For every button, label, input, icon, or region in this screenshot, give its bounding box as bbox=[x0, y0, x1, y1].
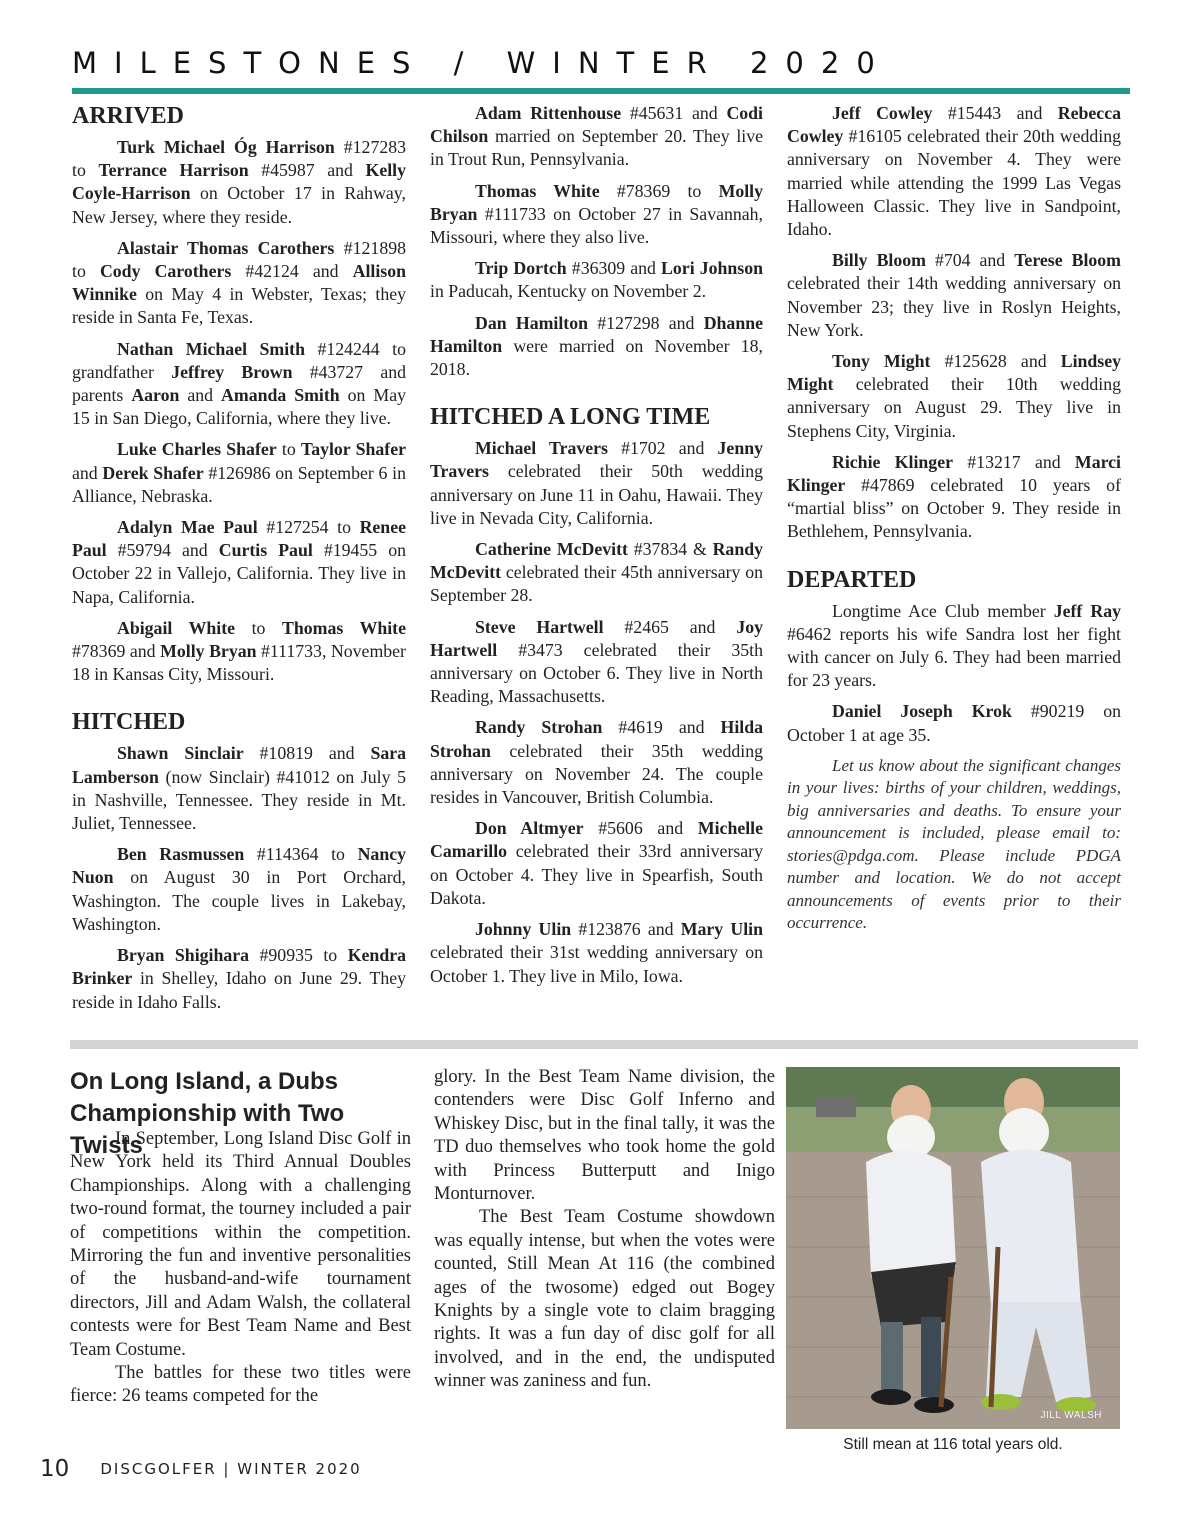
entry-text: #47869 celebrated 10 years of “martial bliss” on October 9. They reside in Bethlehem, Pennsylvania. bbox=[787, 475, 1121, 542]
entry-text: married on September 20. They live in Trout Run, Pennsylvania. bbox=[430, 126, 763, 170]
entry-text: #111733, November 18 in Kansas City, Missouri. bbox=[72, 641, 406, 685]
entry-text: to bbox=[235, 617, 283, 638]
member-name: Marci Klinger bbox=[787, 451, 1121, 496]
member-name: Michael Travers bbox=[475, 438, 608, 459]
member-name: Jenny Travers bbox=[430, 438, 763, 482]
member-name: Nathan Michael Smith bbox=[117, 338, 305, 359]
milestone-entry bbox=[72, 438, 406, 508]
milestone-entry bbox=[430, 817, 763, 910]
member-name: Daniel Joseph Krok bbox=[832, 701, 1012, 722]
photo-illustration bbox=[786, 1067, 1120, 1429]
milestone-entry bbox=[430, 538, 763, 608]
member-name: Molly Bryan bbox=[160, 641, 257, 662]
member-name: Mary Ulin bbox=[680, 919, 763, 940]
member-name: Allison Winnike bbox=[72, 261, 406, 305]
hitched-entries-col2 bbox=[430, 102, 763, 381]
entry-text: in Shelley, Idaho on June 29. They reside in Idaho Falls. bbox=[72, 968, 406, 1012]
milestone-entry bbox=[787, 102, 1121, 241]
milestone-entry bbox=[787, 249, 1121, 342]
member-name: Adam Rittenhouse bbox=[475, 103, 622, 123]
member-name: Amanda Smith bbox=[221, 385, 340, 406]
member-name: Hilda Strohan bbox=[430, 717, 763, 761]
entry-text: #704 and bbox=[925, 250, 1015, 271]
entry-text: in Paducah, Kentucky on November 2. bbox=[430, 281, 707, 302]
entry-text: #19455 on October 22 in Vallejo, California. They live in Napa, California. bbox=[72, 540, 406, 607]
member-name: Johnny Ulin bbox=[475, 919, 572, 940]
member-name: Lindsey Might bbox=[787, 351, 1121, 395]
entry-text: celebrated their 45th anniversary on September 28. bbox=[430, 562, 763, 606]
entry-text: #90935 to bbox=[249, 945, 348, 966]
entry-text: #114364 to bbox=[244, 844, 358, 865]
member-name: Jeff Ray bbox=[1053, 600, 1121, 621]
page-footer bbox=[40, 1456, 362, 1482]
member-name: Dhanne Hamilton bbox=[430, 312, 763, 356]
section-heading-long-time: HITCHED A LONG TIME bbox=[430, 404, 711, 431]
feature-column-1 bbox=[70, 1128, 411, 1409]
member-name: Abigail White bbox=[117, 617, 236, 638]
entry-text: on May 15 in San Diego, California, where they live. bbox=[72, 385, 407, 429]
section-heading-departed: DEPARTED bbox=[787, 566, 917, 593]
member-name: Codi Chilson bbox=[430, 103, 763, 147]
entry-text: #127254 to bbox=[257, 517, 360, 538]
entry-text: #59794 and bbox=[106, 540, 219, 561]
photo-credit: JILL WALSH bbox=[1040, 1410, 1102, 1421]
entry-text: #2465 and bbox=[603, 616, 737, 637]
entry-text: #127283 to bbox=[72, 137, 407, 181]
entry-text: #42124 and bbox=[231, 261, 353, 282]
column-1 bbox=[72, 102, 406, 1022]
member-name: Thomas White bbox=[282, 617, 406, 638]
entry-text: #6462 reports his wife Sandra lost her fight with cancer on July 6. They had been married for 23 years. bbox=[787, 623, 1121, 691]
member-name: Steve Hartwell bbox=[475, 616, 604, 637]
milestone-entry bbox=[72, 516, 406, 609]
member-name: Curtis Paul bbox=[218, 540, 313, 561]
member-name: Billy Bloom bbox=[832, 250, 926, 271]
member-name: Jeff Cowley bbox=[832, 103, 933, 123]
entry-text: #16105 celebrated their 20th wedding anniversary on November 4. They were married while attending the 1999 Las Vegas Halloween Classic. They live in Sandpoint, Idaho. bbox=[787, 126, 1121, 240]
entry-text: #126986 on September 6 in Alliance, Nebraska. bbox=[72, 462, 406, 506]
member-name: Rebecca Cowley bbox=[787, 103, 1121, 147]
arrived-entries bbox=[72, 136, 406, 686]
feature-paragraph: The battles for these two titles were fierce: 26 teams competed for the bbox=[70, 1363, 411, 1407]
milestone-entry bbox=[72, 843, 406, 936]
entry-text: #37834 & bbox=[627, 539, 713, 560]
departed-entries bbox=[787, 600, 1121, 747]
section-divider bbox=[70, 1040, 1138, 1049]
entry-text: #127298 and bbox=[588, 312, 704, 333]
milestone-entry bbox=[787, 350, 1121, 443]
entry-text: on August 30 in Port Orchard, Washington. The couple lives in Lakebay, Washington. bbox=[72, 867, 406, 934]
entry-text: #45631 and bbox=[621, 103, 727, 123]
entry-text: on October 17 in Rahway, New Jersey, where they reside. bbox=[72, 183, 406, 227]
entry-text: celebrated their 31st wedding anniversary on October 1. They live in Milo, Iowa. bbox=[430, 942, 763, 986]
milestone-entry bbox=[787, 700, 1121, 746]
entry-text: #13217 and bbox=[952, 451, 1075, 472]
member-name: Jeffrey Brown bbox=[171, 361, 293, 382]
milestone-entry bbox=[72, 338, 406, 431]
milestone-entry bbox=[72, 944, 406, 1014]
feature-column-2 bbox=[434, 1066, 775, 1394]
milestone-entry bbox=[430, 312, 763, 382]
entry-text: celebrated their 35th wedding anniversary on November 24. The couple resides in Vancouver, British Columbia. bbox=[430, 740, 763, 808]
member-name: Cody Carothers bbox=[99, 261, 232, 282]
member-name: Thomas White bbox=[475, 180, 600, 201]
member-name: Catherine McDevitt bbox=[475, 539, 628, 560]
milestone-entry bbox=[430, 716, 763, 809]
milestone-entry bbox=[72, 742, 406, 835]
entry-text: to bbox=[276, 439, 301, 460]
entry-text: #1702 and bbox=[607, 438, 718, 459]
entry-text: on May 4 in Webster, Texas; they reside in Santa Fe, Texas. bbox=[72, 284, 406, 328]
entry-text: #111733 on October 27 in Savannah, Missouri, where they also live. bbox=[430, 203, 763, 248]
milestone-entry bbox=[430, 918, 763, 988]
feature-paragraph: The Best Team Costume showdown was equally intense, but when the votes were counted, Still Mean At 116 (the combined ages of the twosome) edged out Bogey Knights by a single vote to claim bragging rights. It was a fun day of disc golf for all involved, and in the end, the undisputed winner was zaniness and fun. bbox=[434, 1207, 775, 1392]
member-name: Michelle Camarillo bbox=[430, 818, 763, 862]
member-name: Luke Charles Shafer bbox=[117, 439, 277, 460]
member-name: Kendra Brinker bbox=[72, 945, 406, 989]
entry-text: celebrated their 14th wedding anniversary on November 23; they live in Roslyn Heights, New York. bbox=[787, 273, 1121, 340]
milestone-entry bbox=[430, 180, 763, 250]
member-name: Nancy Nuon bbox=[72, 844, 406, 888]
section-heading-arrived: ARRIVED bbox=[72, 103, 185, 129]
milestone-entry bbox=[430, 437, 763, 530]
submission-note: Let us know about the significant changes in your lives: births of your children, weddings, big anniversaries and deaths. To ensure your announcement is included, please email to: stories@pdga.com. Please include PDGA number and location. We do not accept announcements of events prior to their occurrence. bbox=[787, 755, 1121, 933]
entry-text: #78369 and bbox=[72, 641, 161, 662]
member-name: Molly Bryan bbox=[430, 180, 764, 224]
entry-text: celebrated their 50th wedding anniversary on June 11 in Oahu, Hawaii. They live in Nevada City, California. bbox=[430, 461, 763, 528]
member-name: Joy Hartwell bbox=[430, 616, 763, 660]
member-name: Randy McDevitt bbox=[430, 539, 763, 583]
entry-text: #5606 and bbox=[583, 818, 698, 839]
member-name: Sara Lamberson bbox=[72, 743, 406, 787]
member-name: Terese Bloom bbox=[1014, 250, 1121, 271]
milestone-entry bbox=[787, 600, 1121, 693]
feature-paragraph: In September, Long Island Disc Golf in New York held its Third Annual Doubles Championships. Along with a challenging two-round format, the tourney included a pair of competitions within the competition. Mirroring the fun and inventive personalities of the husband-and-wife tournament directors, Jill and Adam Walsh, the collateral contests were for Best Team Name and Best Team Costume. bbox=[70, 1129, 411, 1360]
entry-text: celebrated their 33rd anniversary on October 4. They live in Spearfish, South Dakota. bbox=[430, 841, 763, 908]
long-time-entries-col3 bbox=[787, 102, 1121, 544]
member-name: Lori Johnson bbox=[661, 258, 763, 279]
photo-caption: Still mean at 116 total years old. bbox=[843, 1436, 1063, 1453]
entry-text: #121898 to bbox=[72, 237, 406, 282]
member-name: Dan Hamilton bbox=[475, 312, 588, 333]
member-name: Shawn Sinclair bbox=[117, 743, 244, 764]
column-2 bbox=[430, 102, 763, 996]
member-name: Renee Paul bbox=[72, 517, 406, 561]
member-name: Alastair Thomas Carothers bbox=[117, 237, 335, 258]
entry-text: celebrated their 10th wedding anniversary on August 29. They live in Stephens City, Virginia. bbox=[787, 374, 1121, 441]
milestone-entry bbox=[787, 451, 1121, 544]
entry-text: #45987 and bbox=[248, 160, 366, 181]
section-heading-hitched: HITCHED bbox=[72, 709, 186, 736]
long-time-entries-col2 bbox=[430, 437, 763, 987]
milestone-entry bbox=[430, 257, 763, 303]
entry-text: #36309 and bbox=[566, 258, 662, 279]
member-name: Ben Rasmussen bbox=[117, 844, 245, 865]
entry-text: and bbox=[72, 462, 103, 483]
member-name: Kelly Coyle-Harrison bbox=[72, 160, 406, 204]
member-name: Don Altmyer bbox=[475, 818, 584, 839]
entry-text: #10819 and bbox=[243, 743, 371, 764]
member-name: Trip Dortch bbox=[475, 258, 567, 279]
publication-line: DISCGOLFER | WINTER 2020 bbox=[100, 1460, 362, 1478]
header-rule bbox=[72, 88, 1130, 94]
entry-text: #124244 to grandfather bbox=[72, 338, 406, 382]
entry-text: and bbox=[179, 385, 222, 406]
member-name: Turk Michael Óg Harrison bbox=[117, 137, 335, 157]
feature-paragraph-continued: glory. In the Best Team Name division, the contenders were Disc Golf Inferno and Whiskey Disc, but in the final tally, it was the TD duo themselves who took home the gold with Princess Butterputt and Inigo Monturnover. bbox=[434, 1067, 775, 1205]
member-name: Aaron bbox=[131, 385, 180, 406]
page-number: 10 bbox=[40, 1456, 70, 1482]
entry-text: (now Sinclair) #41012 on July 5 in Nashville, Tennessee. They reside in Mt. Juliet, Tennessee. bbox=[72, 766, 406, 834]
entry-text: #15443 and bbox=[932, 103, 1058, 123]
member-name: Adalyn Mae Paul bbox=[117, 517, 258, 538]
member-name: Richie Klinger bbox=[832, 451, 953, 472]
milestone-entry bbox=[72, 136, 406, 229]
feature-title: On Long Island, a Dubs Championship with Two Twists bbox=[70, 1068, 345, 1159]
milestone-entry bbox=[72, 617, 406, 687]
column-3 bbox=[787, 102, 1121, 943]
member-name: Terrance Harrison bbox=[98, 160, 249, 181]
entry-text: were married on November 18, 2018. bbox=[430, 335, 763, 380]
entry-text: Longtime Ace Club member bbox=[832, 600, 1054, 621]
page-header: MILESTONES / WINTER 2020 bbox=[72, 46, 892, 80]
member-name: Tony Might bbox=[832, 351, 931, 372]
entry-text: #125628 and bbox=[930, 351, 1061, 372]
hitched-entries-col1 bbox=[72, 742, 406, 1013]
milestone-entry bbox=[72, 237, 406, 330]
entry-text: #123876 and bbox=[571, 919, 681, 940]
feature-photo bbox=[786, 1067, 1120, 1429]
member-name: Taylor Shafer bbox=[300, 439, 406, 460]
member-name: Derek Shafer bbox=[102, 462, 204, 483]
member-name: Randy Strohan bbox=[475, 717, 603, 738]
entry-text: #90219 on October 1 at age 35. bbox=[787, 701, 1122, 745]
entry-text: #43727 and parents bbox=[72, 361, 406, 406]
member-name: Bryan Shigihara bbox=[117, 945, 250, 966]
entry-text: #78369 to bbox=[599, 180, 719, 201]
milestone-entry bbox=[430, 102, 763, 172]
milestone-entry bbox=[430, 616, 763, 709]
entry-text: #4619 and bbox=[602, 717, 721, 738]
entry-text: #3473 celebrated their 35th anniversary on October 6. They live in North Reading, Massachusetts. bbox=[430, 639, 763, 707]
